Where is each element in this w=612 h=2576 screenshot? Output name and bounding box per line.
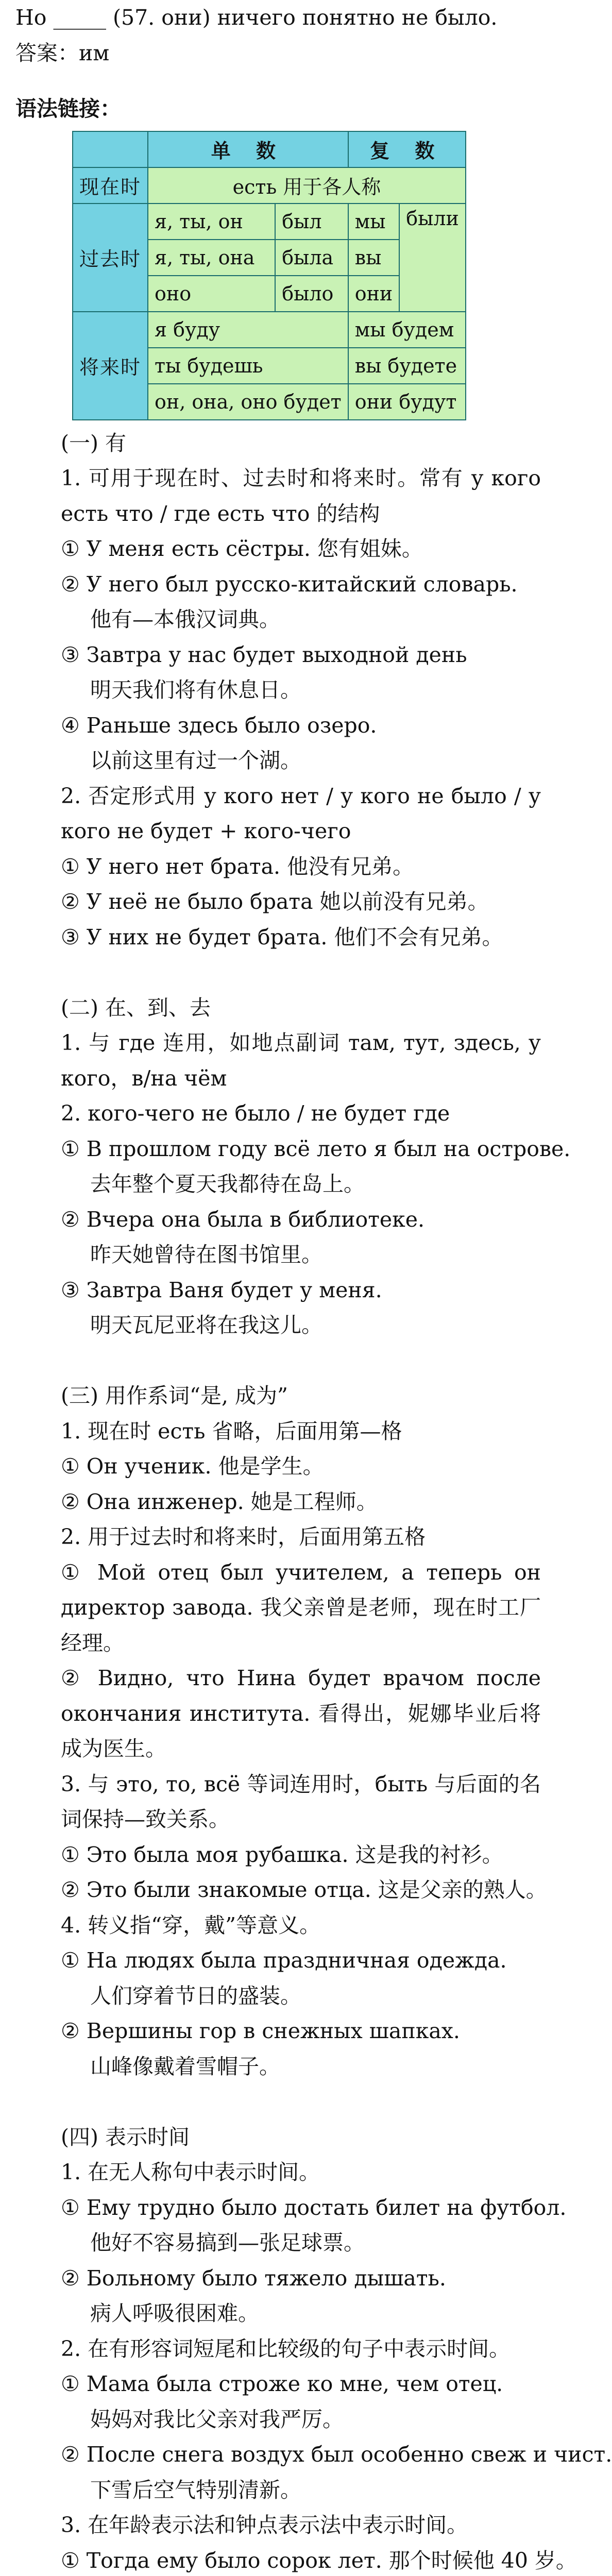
past-form: было [275,276,348,312]
past-plural-form: были [399,204,466,312]
past-pronoun: я, ты, он [148,204,275,240]
answer-label: 答案： [15,40,79,65]
section-3-point-4: 4. 转义指“穿，戴”等意义。 [61,1912,321,1938]
grammar-table-wrapper [72,131,541,420]
example-translation: 下雪后空气特别清新。 [90,2477,301,2502]
example-translation: 以前这里有过一个湖。 [90,748,301,773]
question-line: Но _____ (57. они) ничего понятно не было. [15,5,498,30]
future-plural: вы будете [348,348,466,384]
section-3-point-3: 3. 与 это, то, всё 等词连用时，быть 与后面的名词保持—致关系。 [61,1771,541,1832]
header-singular: 单 数 [148,131,348,167]
example-translation: 他好不容易搞到—张足球票。 [90,2230,365,2255]
example-line: ① У меня есть сёстры. 您有姐妹。 [61,536,423,561]
section-1-point-2: 2. 否定形式用 у кого нет / у кого не было / у кого не будет + кого-чего [61,783,541,843]
future-singular: я буду [148,312,348,348]
section-1-point-1: 1. 可用于现在时、过去时和将来时。常有 у кого есть что / где есть что 的结构 [61,466,541,526]
example-translation: 山峰像戴着雪帽子。 [90,2054,280,2079]
section-4-point-2: 2. 在有形容词短尾和比较级的句子中表示时间。 [61,2336,511,2361]
past-form: был [275,204,348,240]
past-plural-pronoun: они [348,276,400,312]
past-plural-pronoun: вы [348,240,400,276]
grammar-link-title: 语法链接： [15,96,121,121]
example-line: ① Ему трудно было достать билет на футбол. [61,2195,567,2220]
example-translation: 人们穿着节日的盛装。 [90,1983,301,2008]
example-translation: 昨天她曾待在图书馆里。 [90,1242,322,1267]
table-corner-cell [73,131,148,167]
example-line: ① Он ученик. 他是学生。 [61,1454,324,1479]
example-line: ② Вершины гор в снежных шапках. [61,2019,460,2043]
section-3-point-2: 2. 用于过去时和将来时，后面用第五格 [61,1524,426,1549]
example-line: ① У него нет брата. 他没有兄弟。 [61,854,414,879]
example-translation: 他有—本俄汉词典。 [90,607,280,632]
example-translation: 明天我们将有休息日。 [90,677,301,702]
example-line: ② У неё не было брата 她以前没有兄弟。 [61,889,489,914]
example-translation: 明天瓦尼亚将在我这儿。 [90,1313,322,1337]
answer-value: им [79,40,110,65]
future-singular: ты будешь [148,348,348,384]
example-line: ① Мама была строже ко мне, чем отец. [61,2371,503,2396]
example-line: ③ Завтра у нас будет выходной день [61,642,467,667]
example-line: ② Это были знакомые отца. 这是父亲的熟人。 [61,1877,547,1902]
example-translation: 去年整个夏天我都待在岛上。 [90,1172,365,1196]
future-plural: они будут [348,384,466,420]
section-4-point-3: 3. 在年龄表示法和钟点表示法中表示时间。 [61,2513,468,2537]
example-translation: 妈妈对我比父亲对我严厉。 [90,2406,344,2432]
section-3-point-1: 1. 现在时 есть 省略，后面用第—格 [61,1418,402,1444]
example-line: ① Это была моя рубашка. 这是我的衬衫。 [61,1842,503,1867]
answer-line [15,36,541,71]
example-line: ① Мой отец был учителем, а теперь он директор завода. 我父亲曾是老师，现在时工厂经理。 [61,1560,541,1655]
section-3-title: (三) 用作系词“是, 成为” [61,1383,288,1408]
past-pronoun: я, ты, она [148,240,275,276]
tense-past: 过去时 [73,204,148,312]
present-cell: есть 用于各人称 [148,167,466,204]
future-plural: мы будем [348,312,466,348]
example-line: ② Она инженер. 她是工程师。 [61,1489,378,1514]
tense-present: 现在时 [73,167,148,204]
section-2-point-2: 2. кого-чего не было / не будет где [61,1101,450,1126]
section-2-point-1: 1. 与 где 连用，如地点副词 там, тут, здесь, у кого，в/на чём [61,1030,541,1091]
example-line: ② Больному было тяжело дышать. [61,2265,446,2291]
example-line: ① Тогда ему было сорок лет. 那个时候他 40 岁。 [61,2548,577,2573]
tense-future: 将来时 [73,312,148,420]
header-plural: 复 数 [348,131,466,167]
section-2-title: (二) 在、到、去 [61,995,211,1020]
example-line: ② Видно, что Нина будет врачом после окончания института. 看得出，妮娜毕业后将成为医生。 [61,1666,541,1761]
section-1-title: (一) 有 [61,430,127,455]
grammar-table [72,131,466,420]
past-pronoun: оно [148,276,275,312]
past-plural-pronoun: мы [348,204,400,240]
example-line: ② После снега воздух был особенно свеж и чист. [61,2442,612,2467]
example-line: ③ У них не будет брата. 他们不会有兄弟。 [61,924,503,950]
example-line: ① В прошлом году всё лето я был на острове. [61,1136,571,1161]
example-line: ② У него был русско-китайский словарь. [61,571,518,597]
past-form: была [275,240,348,276]
example-line: ② Вчера она была в библиотеке. [61,1207,425,1232]
example-line: ③ Завтра Ваня будет у меня. [61,1277,382,1302]
future-singular: он, она, оно будет [148,384,348,420]
example-line: ① На людях была праздничная одежда. [61,1948,507,1973]
section-4-point-1: 1. 在无人称句中表示时间。 [61,2160,320,2184]
section-4-title: (四) 表示时间 [61,2124,190,2149]
example-line: ④ Раньше здесь было озеро. [61,713,377,738]
example-translation: 病人呼吸很困难。 [90,2301,259,2326]
